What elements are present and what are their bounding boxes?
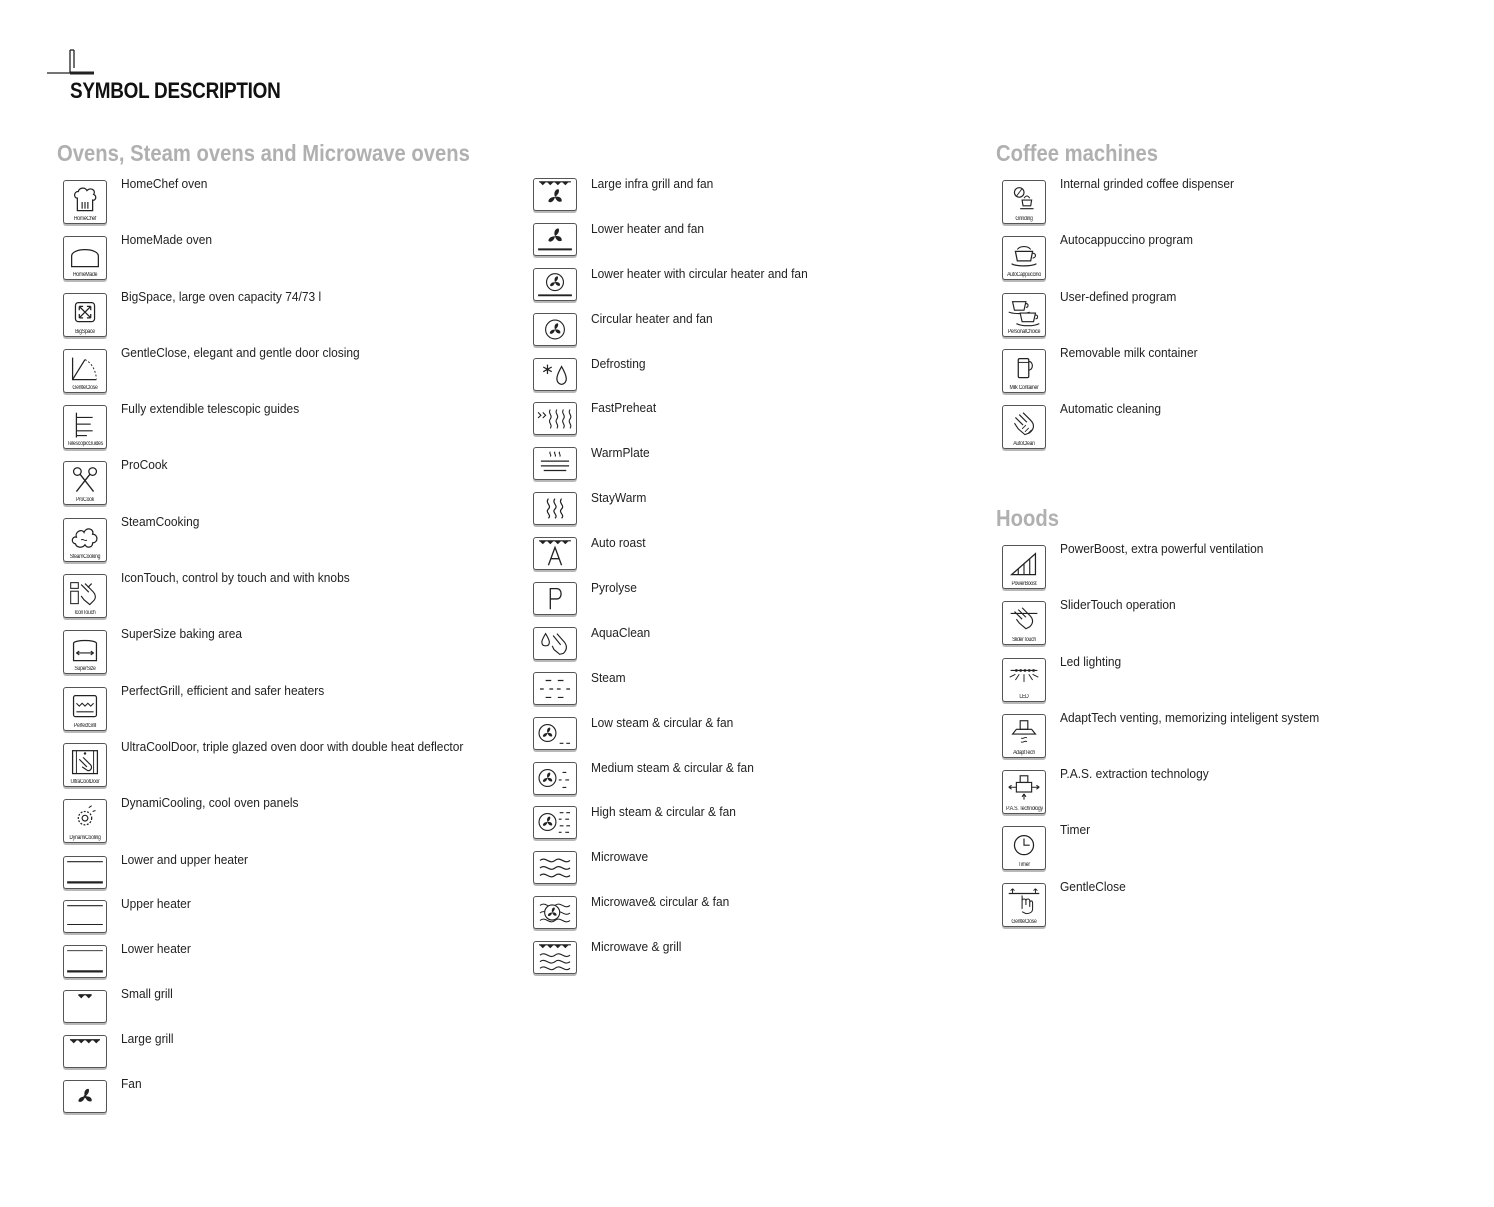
infra-grill-fan-icon <box>533 178 577 211</box>
coffee-list <box>996 176 1436 457</box>
low-steam-fan-icon <box>533 717 577 750</box>
list-item <box>996 541 1436 597</box>
slider-hand-icon <box>1002 601 1046 645</box>
list-item <box>996 710 1436 766</box>
cups-icon <box>1002 293 1046 337</box>
list-item <box>57 896 497 941</box>
item-label: Lower heater with circular heater and fan <box>591 265 808 281</box>
item-label: Led lighting <box>1060 653 1122 669</box>
list-item <box>57 401 497 457</box>
item-label: Pyrolyse <box>591 580 637 596</box>
list-item <box>527 266 947 311</box>
item-label: HomeChef oven <box>121 176 208 191</box>
milk-jug-icon <box>1002 349 1046 393</box>
adapt-hood-icon <box>1002 714 1046 758</box>
lower-heater-icon <box>63 945 107 978</box>
icon-caption: BigSpace <box>75 328 95 335</box>
icon-caption: GentleClose <box>1011 918 1037 925</box>
item-label: IconTouch, control by touch and with knobs <box>121 570 350 586</box>
fan-icon <box>63 1080 107 1113</box>
icon-caption: Timer <box>1018 862 1030 869</box>
list-item <box>996 766 1436 822</box>
medium-steam-fan-icon <box>533 762 577 795</box>
timer-icon <box>1002 826 1046 870</box>
list-item <box>57 986 497 1031</box>
list-item <box>527 670 947 715</box>
list-item <box>527 311 947 356</box>
item-label: Lower heater and fan <box>591 220 705 236</box>
item-label: Microwave & grill <box>591 939 682 955</box>
touch-hand-icon <box>63 574 107 618</box>
list-item <box>57 289 497 345</box>
item-label: Microwave& circular & fan <box>591 894 730 910</box>
pas-extraction-icon <box>1002 770 1046 814</box>
list-item <box>57 514 497 570</box>
coffee-section-title: Coffee machines <box>996 140 1158 166</box>
item-label: Large infra grill and fan <box>591 176 714 191</box>
item-label: AquaClean <box>591 624 651 640</box>
item-label: SteamCooking <box>121 513 200 529</box>
wide-tray-icon <box>63 630 107 674</box>
icon-caption: PersonalChoice <box>1007 328 1041 335</box>
item-label: Automatic cleaning <box>1060 401 1162 417</box>
list-item <box>996 232 1436 288</box>
item-label: AdaptTech venting, memorizing inteligent system <box>1060 709 1320 725</box>
list-item <box>527 356 947 401</box>
item-label: Circular heater and fan <box>591 310 713 326</box>
list-item <box>527 176 947 221</box>
ovens-section-title: Ovens, Steam ovens and Microwave ovens <box>57 140 470 166</box>
list-item <box>527 939 947 984</box>
list-item <box>527 849 947 894</box>
crossed-utensils-icon <box>63 461 107 505</box>
item-label: High steam & circular & fan <box>591 804 736 820</box>
item-label: SliderTouch operation <box>1060 597 1176 613</box>
item-label: Upper heater <box>121 896 191 912</box>
icon-caption: AdaptTech <box>1013 749 1035 756</box>
item-label: Lower and upper heater <box>121 851 249 867</box>
item-label: UltraCoolDoor, triple glazed oven door with double heat deflector <box>121 738 464 754</box>
list-item <box>527 221 947 266</box>
lower-circular-fan-icon <box>533 268 577 301</box>
item-label: Removable milk container <box>1060 344 1198 360</box>
item-label: Large grill <box>121 1031 174 1047</box>
item-label: Medium steam & circular & fan <box>591 759 754 775</box>
steam-icon <box>533 672 577 705</box>
item-label: Small grill <box>121 986 173 1002</box>
item-label: Internal grinded coffee dispenser <box>1060 176 1234 191</box>
item-label: BigSpace, large oven capacity 74/73 l <box>121 288 322 304</box>
list-item <box>996 654 1436 710</box>
list-item <box>57 852 497 897</box>
icon-caption: SteamCooking <box>69 553 101 560</box>
list-item <box>57 683 497 739</box>
auto-roast-icon <box>533 537 577 570</box>
icon-caption: IconTouch <box>74 610 96 617</box>
item-label: Low steam & circular & fan <box>591 714 734 730</box>
icon-caption: LED <box>1019 693 1029 700</box>
list-item <box>527 804 947 849</box>
item-label: GentleClose <box>1060 878 1126 894</box>
list-item <box>527 715 947 760</box>
led-light-icon <box>1002 658 1046 702</box>
defrost-icon <box>533 358 577 391</box>
item-label: Lower heater <box>121 941 191 957</box>
icon-caption: DynamiCooling <box>69 835 101 842</box>
gentle-close-hood-icon <box>1002 883 1046 927</box>
upper-lower-heater-icon <box>63 856 107 889</box>
list-item <box>996 597 1436 653</box>
power-bars-icon <box>1002 545 1046 589</box>
large-grill-icon <box>63 1035 107 1068</box>
list-item <box>57 570 497 626</box>
icon-caption: HomeChef <box>73 216 97 222</box>
high-steam-fan-icon <box>533 806 577 839</box>
icon-caption: AutoCappuccino <box>1007 272 1041 279</box>
aqua-clean-icon <box>533 627 577 660</box>
item-label: PerfectGrill, efficient and safer heaters <box>121 682 325 698</box>
list-item <box>527 625 947 670</box>
item-label: WarmPlate <box>591 445 650 461</box>
icon-caption: P.A.S. Technology <box>1006 806 1043 813</box>
lower-heater-fan-icon <box>533 223 577 256</box>
page-title: SYMBOL DESCRIPTION <box>70 78 281 103</box>
list-item <box>996 822 1436 878</box>
item-label: Steam <box>591 669 626 685</box>
small-grill-icon <box>63 990 107 1023</box>
icon-caption: GentleClose <box>72 384 98 391</box>
list-item <box>996 176 1436 232</box>
steam-cloud-icon <box>63 518 107 562</box>
list-item <box>996 289 1436 345</box>
coffee-grinder-icon <box>1002 180 1046 224</box>
list-item <box>527 490 947 535</box>
guides-icon <box>63 405 107 449</box>
list-item <box>996 345 1436 401</box>
icon-caption: AutoClean <box>1013 441 1035 448</box>
microwave-icon <box>533 851 577 884</box>
icon-caption: SliderTouch <box>1012 637 1036 644</box>
fast-preheat-icon <box>533 402 577 435</box>
list-item <box>57 176 497 232</box>
icon-caption: TelescopicGuides <box>67 441 104 448</box>
item-label: PowerBoost, extra powerful ventilation <box>1060 541 1264 556</box>
icon-caption: HomeMade <box>72 272 98 279</box>
list-item <box>57 795 497 851</box>
warm-plate-icon <box>533 447 577 480</box>
grill-box-icon <box>63 687 107 731</box>
icon-caption: PowerBoost <box>1011 581 1037 587</box>
cooling-fan-icon <box>63 799 107 843</box>
cool-door-icon <box>63 743 107 787</box>
item-label: StayWarm <box>591 490 647 506</box>
list-item <box>527 445 947 490</box>
item-label: Defrosting <box>591 355 646 371</box>
list-item <box>57 232 497 288</box>
hoods-section-title: Hoods <box>996 505 1059 531</box>
chef-hat-icon <box>63 180 107 224</box>
list-item <box>527 894 947 939</box>
list-item <box>996 879 1436 935</box>
corner-mark <box>47 48 95 78</box>
list-item <box>527 400 947 445</box>
hoods-list <box>996 541 1436 935</box>
item-label: DynamiCooling, cool oven panels <box>121 795 299 811</box>
microwave-fan-icon <box>533 896 577 929</box>
list-item <box>996 401 1436 457</box>
pyrolyse-icon <box>533 582 577 615</box>
microwave-grill-icon <box>533 941 577 974</box>
stay-warm-icon <box>533 492 577 525</box>
icon-caption: UltraCoolDoor <box>70 778 100 785</box>
list-item <box>57 1076 497 1121</box>
door-arc-icon <box>63 349 107 393</box>
icon-caption: Milk Container <box>1009 384 1039 391</box>
item-label: P.A.S. extraction technology <box>1060 766 1209 782</box>
expand-arrows-icon <box>63 293 107 337</box>
item-label: Microwave <box>591 849 649 865</box>
item-label: ProCook <box>121 457 168 473</box>
icon-caption: SuperSize <box>74 666 96 673</box>
list-item <box>527 580 947 625</box>
auto-clean-icon <box>1002 405 1046 449</box>
item-label: Autocappuccino program <box>1060 232 1193 248</box>
item-label: Fully extendible telescopic guides <box>121 401 300 417</box>
list-item <box>527 760 947 805</box>
list-item <box>57 457 497 513</box>
item-label: Fan <box>121 1076 142 1092</box>
item-label: GentleClose, elegant and gentle door closing <box>121 344 360 360</box>
upper-heater-icon <box>63 900 107 933</box>
icon-caption: Grinding <box>1015 216 1033 222</box>
circular-fan-icon <box>533 313 577 346</box>
list-item <box>57 941 497 986</box>
icon-caption: PerfectGrill <box>73 722 97 729</box>
cappuccino-cup-icon <box>1002 236 1046 280</box>
list-item <box>57 1031 497 1076</box>
ovens-list-col2 <box>527 176 947 984</box>
item-label: HomeMade oven <box>121 232 213 248</box>
list-item <box>57 626 497 682</box>
item-label: User-defined program <box>1060 288 1177 304</box>
icon-caption: ProCook <box>75 497 95 504</box>
dome-oven-icon <box>63 236 107 280</box>
list-item <box>527 535 947 580</box>
item-label: Auto roast <box>591 535 646 551</box>
list-item <box>57 345 497 401</box>
list-item <box>57 739 497 795</box>
ovens-list-col1 <box>57 176 497 1121</box>
item-label: SuperSize baking area <box>121 626 243 642</box>
item-label: Timer <box>1060 822 1091 838</box>
item-label: FastPreheat <box>591 400 657 416</box>
